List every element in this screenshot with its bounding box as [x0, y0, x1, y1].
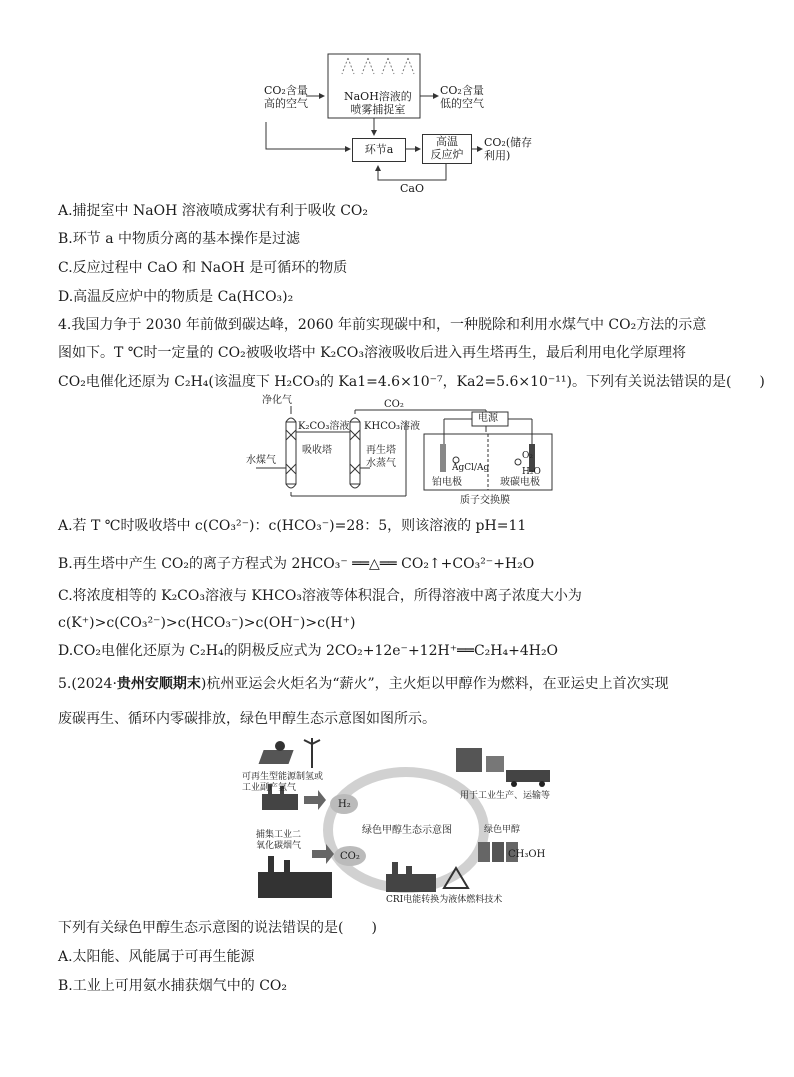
q4-option-b: B.再生塔中产生 CO₂的离子方程式为 2HCO₃⁻ ══△══ CO₂↑+CO₃²⁻+H₂O	[58, 556, 535, 572]
h2o-label: H₂O	[522, 467, 541, 477]
power-label: 电源	[478, 413, 498, 424]
q3-option-b: B.环节 a 中物质分离的基本操作是过滤	[58, 231, 300, 247]
q4-option-a: A.若 T ℃时吸收塔中 c(CO₃²⁻)：c(HCO₃⁻)=28：5，则该溶液的 pH=11	[58, 518, 527, 534]
step-a-box: 环节a	[352, 138, 406, 162]
q3-option-a: A.捕捉室中 NaOH 溶液喷成雾状有利于吸收 CO₂	[58, 203, 368, 219]
figure-co2-capture-lines	[258, 52, 548, 197]
green-meoh-label: 绿色甲醇	[484, 825, 521, 835]
co2-label: CO₂	[384, 399, 404, 410]
glassy-carbon-label: 玻碳电极	[500, 477, 540, 488]
co2-cloud-label: CO₂	[340, 851, 360, 862]
q5-option-b: B.工业上可用氨水捕获烟气中的 CO₂	[58, 978, 287, 994]
ch3oh-label: CH₃OH	[508, 849, 546, 860]
o2-label: O₂	[522, 451, 533, 461]
renewable-h2-label: 可再生型能源制氢或 工业副产氢气	[242, 772, 324, 793]
q4-stem-line1: 4.我国力争于 2030 年前做到碳达峰，2060 年前实现碳中和，一种脱除和利用水煤气中 CO₂方法的示意	[58, 317, 707, 333]
co2-out-label: CO₂(储存 利用)	[484, 136, 533, 162]
q4-stem-line3: CO₂电催化还原为 C₂H₄(该温度下 H₂CO₃的 Ka1=4.6×10⁻⁷，Ka2=5.6×10⁻¹¹)。下列有关说法错误的是( )	[58, 374, 765, 390]
figure-green-methanol-art	[246, 738, 556, 908]
center-title: 绿色甲醇生态示意图	[362, 825, 452, 836]
water-gas-label: 水煤气	[246, 455, 276, 466]
h2-label: H₂	[338, 799, 351, 810]
capture-co2-label: 捕集工业二 氧化碳烟气	[256, 830, 302, 851]
q5-option-a: A.太阳能、风能属于可再生能源	[58, 949, 255, 965]
clean-gas-label: 净化气	[262, 395, 292, 406]
figure-co2-capture	[258, 52, 548, 197]
q3-option-c: C.反应过程中 CaO 和 NaOH 是可循环的物质	[58, 260, 348, 276]
pt-electrode-label: 铂电极	[432, 477, 462, 488]
k2co3-label: K₂CO₃溶液	[298, 421, 350, 432]
q5-stem-line2: 废碳再生、循环内零碳排放，绿色甲醇生态示意图如图所示。	[58, 711, 436, 727]
q5-question: 下列有关绿色甲醇生态示意图的说法错误的是( )	[58, 920, 377, 936]
q3-option-d: D.高温反应炉中的物质是 Ca(HCO₃)₂	[58, 289, 294, 305]
cri-label: CRI电能转换为液体燃料技术	[386, 895, 503, 905]
furnace-box: 高温 反应炉	[422, 134, 472, 164]
air-in-label: CO₂含量 高的空气	[264, 84, 308, 110]
regen-label: 再生塔 水蒸气	[366, 445, 396, 469]
khco3-label: KHCO₃溶液	[364, 421, 421, 432]
absorber-label: 吸收塔	[302, 445, 332, 456]
q4-option-c-line1: C.将浓度相等的 K₂CO₃溶液与 KHCO₃溶液等体积混合，所得溶液中离子浓度大小为	[58, 588, 582, 604]
agcl-label: AgCl/Ag	[452, 463, 490, 473]
figure-absorber-lines	[246, 400, 568, 508]
q4-option-c-line2: c(K⁺)>c(CO₃²⁻)>c(HCO₃⁻)>c(OH⁻)>c(H⁺)	[58, 615, 356, 631]
figure-green-methanol	[242, 738, 556, 908]
q4-stem-line2: 图如下。T ℃时一定量的 CO₂被吸收塔中 K₂CO₃溶液吸收后进入再生塔再生，最后利用电化学原理将	[58, 345, 687, 361]
q5-source: 贵州安顺期末	[116, 676, 201, 692]
cao-label: CaO	[400, 182, 424, 195]
figure-absorber-electrolysis	[246, 395, 568, 508]
capture-room-label: NaOH溶液的 喷雾捕捉室	[344, 90, 412, 116]
membrane-label: 质子交换膜	[460, 495, 510, 506]
q5-stem-line1: 5.(2024·贵州安顺期末)杭州亚运会火炬名为“薪火”，主火炬以甲醇作为燃料，在亚运史上首次实现	[58, 676, 669, 692]
q4-option-d: D.CO₂电催化还原为 C₂H₄的阴极反应式为 2CO₂+12e⁻+12H⁺══C₂H₄+4H₂O	[58, 643, 559, 659]
use-label: 用于工业生产、运输等	[460, 791, 551, 801]
air-out-label: CO₂含量 低的空气	[440, 84, 484, 110]
